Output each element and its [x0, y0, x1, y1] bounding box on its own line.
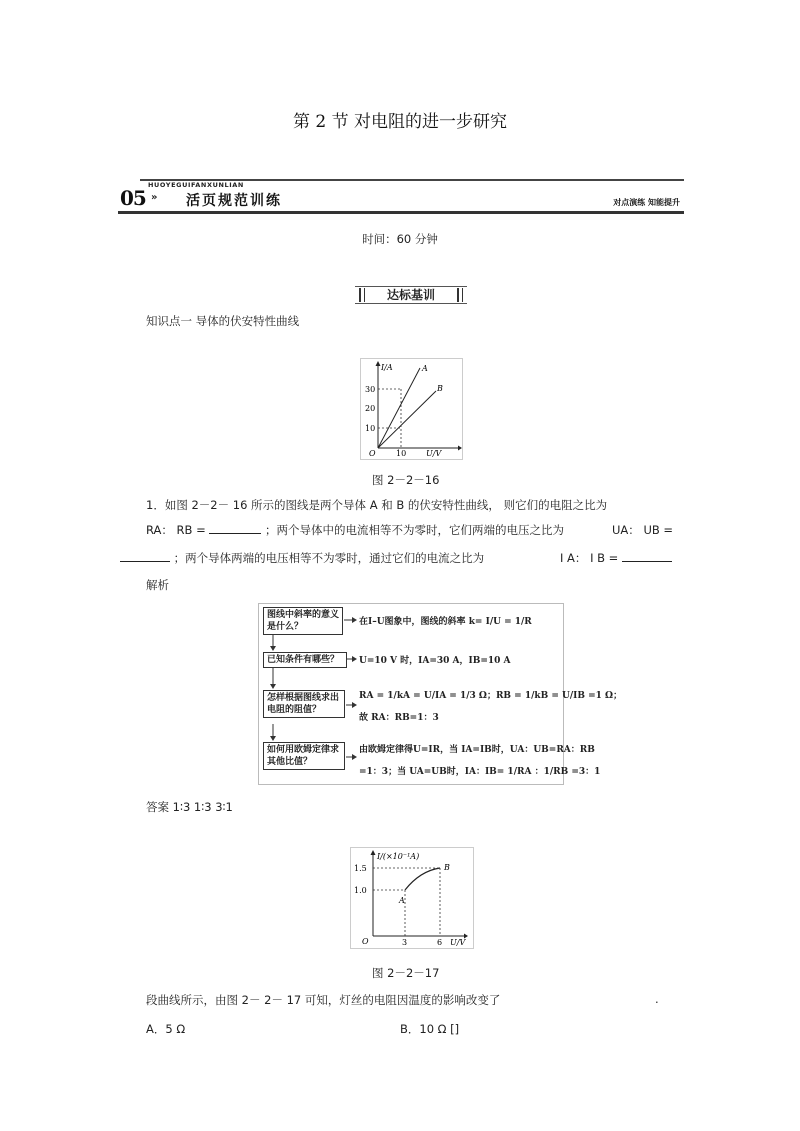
answer-line: 答案 1∶3 1∶3 3∶1 [146, 800, 233, 814]
question2-line1: 段曲线所示，由图 2－ 2－ 17 可知，灯丝的电阻因温度的影响改变了 [146, 993, 501, 1007]
fig1-label-a: A [422, 364, 428, 373]
question1-line3-end [560, 550, 672, 566]
analysis-flowchart [258, 603, 623, 785]
knowledge-point: 知识点一 导体的伏安特性曲线 [146, 314, 300, 328]
fig2-origin: O [362, 937, 369, 946]
fig1-ytick-30: 30 [365, 385, 376, 394]
h-arrow-4-icon [352, 754, 357, 760]
flow-answer-4b: =1：3；当 UA=UB时，IA：IB= 1/RA ：1/RB =3：1 [359, 767, 601, 777]
banner-number: 05 [120, 186, 146, 210]
answer-blank-u [120, 550, 170, 562]
question1-line3 [120, 550, 484, 566]
ratio-u-label: UA： UB = [612, 523, 674, 537]
curve-ab [405, 868, 440, 890]
option-b: B．10 Ω [] [400, 1022, 460, 1036]
section-heading-text: 达标基训 [386, 288, 435, 302]
banner-right-text: 对点演练 知能提升 [613, 198, 680, 207]
flow-question-1: 图线中斜率的意义是什么？ [263, 607, 343, 635]
y-axis-arrow-icon [376, 361, 381, 366]
fig1-xtick-10: 10 [396, 449, 407, 458]
figure-border [351, 848, 474, 949]
banner-arrow-icon: » [151, 192, 158, 203]
option-a: A．5 Ω [146, 1022, 186, 1036]
banner-label: 活页规范训练 [186, 193, 282, 209]
line-a [378, 368, 420, 448]
flow-question-3: 怎样根据图线求出电阻的阻值？ [263, 690, 345, 718]
fig2-point-a: A [399, 896, 405, 905]
fig2-xtick-6: 6 [437, 938, 443, 947]
flow-answer-4a: 由欧姆定律得U=IR，当 IA=IB时，UA：UB=RA：RB [359, 745, 595, 755]
page-title: 第 2 节 对电阻的进一步研究 [292, 112, 508, 132]
section-heading [355, 286, 467, 304]
fig2-ytick-1-5: 1.5 [354, 864, 367, 873]
flow-answer-3b: 故 RA：RB=1：3 [359, 713, 439, 723]
question1-line1: 1．如图 2－2－ 16 所示的图线是两个导体 A 和 B 的伏安特性曲线， 则它们的电阻之比为 [146, 498, 608, 512]
fig2-xlabel: U/V [450, 938, 466, 947]
question1-line2 [146, 522, 564, 538]
right-bar-icon [457, 288, 463, 302]
banner-bottom-rule [118, 211, 684, 214]
x-axis-arrow-icon [458, 446, 462, 451]
fig1-ylabel: I/A [381, 363, 393, 372]
fig1-ytick-20: 20 [365, 404, 376, 413]
fig2-ylabel: I/(×10⁻¹A) [377, 852, 420, 861]
fig1-origin: O [369, 449, 376, 458]
question1-line2-text: ；两个导体中的电流相等不为零时，它们两端的电压之比为 [265, 523, 565, 537]
fig1-label-b: B [437, 384, 443, 393]
flow-answer-3a: RA = 1/kA = U/IA = 1/3 Ω；RB = 1/kB = U/IB =1 Ω； [359, 691, 623, 701]
answer-blank-i [622, 550, 672, 562]
connector-3-arrow-icon [270, 736, 276, 741]
connector-2-arrow-icon [270, 684, 276, 689]
fig2-point-b: B [444, 863, 450, 872]
fig1-ytick-10: 10 [365, 424, 376, 433]
fig1-xlabel: U/V [426, 449, 442, 458]
connector-1-arrow-icon [270, 646, 276, 651]
figure-iv-curve-2 [350, 847, 474, 949]
flow-question-2: 已知条件有哪些？ [263, 652, 347, 668]
h-arrow-3-icon [352, 702, 357, 708]
h-arrow-1-icon [352, 617, 357, 623]
figure1-caption: 图 2－2－16 [372, 473, 440, 487]
question1-line3-text: ；两个导体两端的电压相等不为零时，通过它们的电流之比为 [173, 551, 485, 565]
fig2-ytick-1-0: 1.0 [354, 886, 367, 895]
flow-answer-2: U=10 V 时，IA=30 A，IB=10 A [359, 656, 511, 666]
fig2-xtick-3: 3 [402, 938, 408, 947]
analysis-label: 解析 [146, 578, 169, 592]
line-b [378, 391, 436, 448]
left-bar-icon [359, 288, 365, 302]
figure-border [361, 359, 463, 460]
ratio-i-label: I A： I B = [560, 551, 619, 565]
flow-answer-1: 在I–U图象中，图线的斜率 k= I/U = 1/R [359, 617, 532, 627]
time-limit: 时间：60 分钟 [362, 232, 438, 246]
h-arrow-2-icon [352, 656, 357, 662]
banner-pinyin: HUOYEGUIFANXUNLIAN [148, 181, 244, 189]
ratio-r-label: RA： RB = [146, 523, 206, 537]
figure-iv-curve-1 [360, 358, 463, 460]
question2-line1-end: . [655, 992, 659, 1006]
section-banner [118, 176, 684, 214]
flow-question-4: 如何用欧姆定律求其他比值？ [263, 742, 345, 770]
y-axis-arrow-icon [371, 850, 376, 855]
figure2-caption: 图 2－2－17 [372, 966, 440, 980]
answer-blank-r [209, 522, 261, 534]
